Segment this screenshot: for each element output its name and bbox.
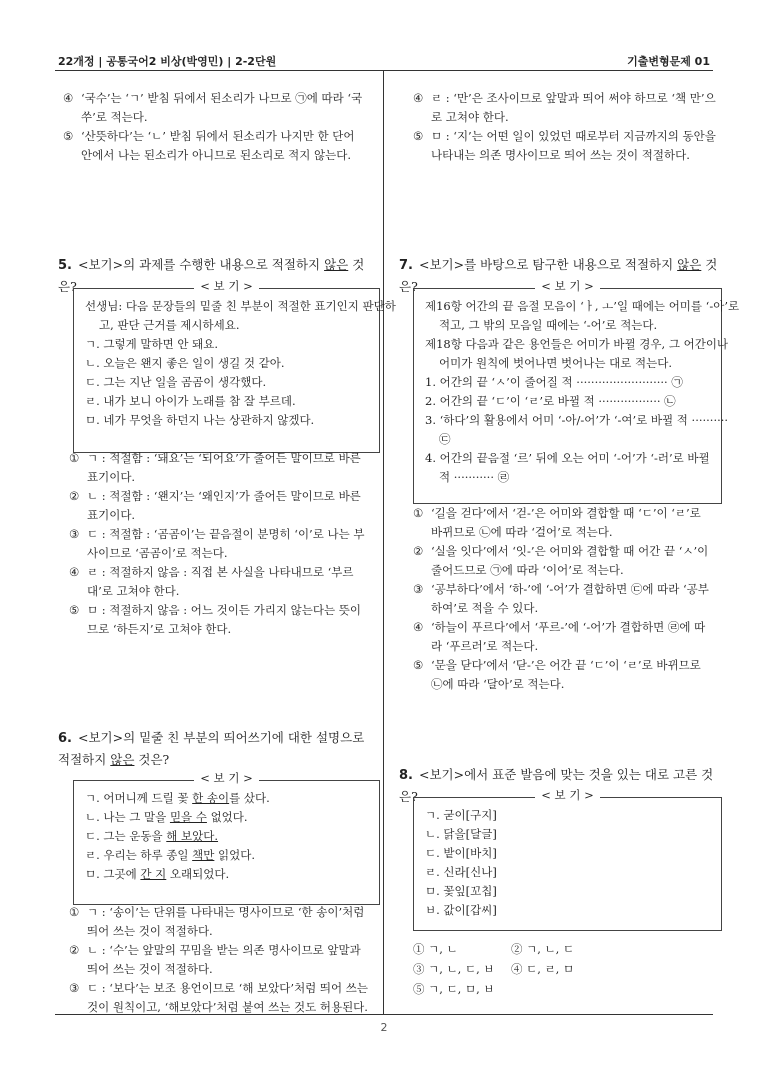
choice-2[interactable]: ② ‘실을 잇다’에서 ‘잇-’은 어미와 결합할 때 어간 끝 ‘ㅅ’이 줄어드므로 ㉠에 따라 ‘이어’로 적는다.	[413, 544, 709, 577]
choice-3[interactable]: ③ ㄷ : ‘보다’는 보조 용언이므로 ‘해 보았다’처럼 띄어 쓰는 것이 원칙이고, ‘해보았다’처럼 붙여 쓰는 것도 허용된다.	[69, 981, 369, 1014]
choice-3[interactable]: ③ ‘공부하다’에서 ‘하-’에 ‘-어’가 결합하면 ㉢에 따라 ‘공부하여’로 적을 수 있다.	[413, 582, 709, 615]
header-course-info: 22개정 | 공통국어2 비상(박영민) | 2-2단원	[58, 55, 277, 68]
example-line: 적 ··········· ㉣	[439, 470, 510, 484]
question-5-stem: 5. <보기>의 과제를 수행한 내용으로 적절하지 않은 것은?	[58, 257, 365, 294]
prev-question-choices-right	[413, 89, 718, 165]
example-line: ㄱ. 굳이[구지]	[425, 808, 497, 822]
example-box-title: < 보 기 >	[194, 771, 258, 785]
example-line: 선생님: 다음 문장들의 밑줄 친 부분이 적절한 표기인지 판단하	[85, 299, 396, 313]
example-line: ㄱ. 그렇게 말하면 안 돼요.	[85, 337, 219, 351]
choice-1[interactable]: ① ㄱ : ‘송이’는 단위를 나타내는 명사이므로 ‘한 송이’처럼 띄어 쓰는 것이 적절하다.	[69, 905, 365, 938]
choice-4[interactable]: ④ ㄹ : ‘만’은 조사이므로 앞말과 띄어 써야 하므로 ‘책 만’으로 고쳐야 한다.	[413, 91, 716, 124]
example-line: ㄹ. 내가 보니 아이가 노래를 참 잘 부르데.	[85, 394, 296, 408]
choice-2[interactable]: ② ㄴ : 적절함 : ‘왠지’는 ‘왜인지’가 줄어든 말이므로 바른 표기이다.	[69, 489, 361, 522]
question-6-stem: 6. <보기>의 밑줄 친 부분의 띄어쓰기에 대한 설명으로 적절하지 않은 것은?	[58, 730, 365, 767]
choice-1[interactable]: ① ㄱ : 적절함 : ‘돼요’는 ‘되어요’가 줄어든 말이므로 바른 표기이다.	[69, 451, 361, 484]
page-number: 2	[380, 1021, 388, 1034]
question-6-choices	[69, 903, 372, 1017]
example-line: 3. ‘하다’의 활용에서 어미 ‘-아/-어’가 ‘-여’로 바뀔 적 ··········	[425, 413, 729, 427]
example-line: 4. 어간의 끝음절 ‘르’ 뒤에 오는 어미 ‘-어’가 ‘-러’로 바뀔	[425, 451, 710, 465]
example-line: ㄴ. 나는 그 말을 믿을 수 없었다.	[85, 810, 248, 824]
prev-question-choices-left	[63, 89, 368, 165]
question-8-example-box	[413, 788, 722, 931]
example-line: 어미가 원칙에 벗어나면 벗어나는 대로 적는다.	[439, 356, 673, 370]
example-line: 적고, 그 밖의 모음일 때에는 ‘-어’로 적는다.	[439, 318, 658, 332]
example-box-title: < 보 기 >	[194, 279, 258, 293]
example-line: ㅂ. 값이[갑씨]	[425, 903, 497, 917]
example-line: 고, 판단 근거를 제시하세요.	[99, 318, 240, 332]
question-8-choices	[413, 940, 713, 1000]
example-line: 1. 어간의 끝 ‘ㅅ’이 줄어질 적 ························· ㉠	[425, 375, 683, 389]
question-7-example-box	[413, 279, 740, 504]
choice-5[interactable]: ⑤ ㅁ : ‘지’는 어떤 일이 있었던 때로부터 지금까지의 동안을 나타내는 의존 명사이므로 띄어 쓰는 것이 적절하다.	[413, 129, 716, 162]
example-line: ㄱ. 어머니께 드릴 꽃 한 송이를 샀다.	[85, 791, 270, 805]
question-7-choices	[413, 504, 715, 694]
example-line: ㄷ. 그는 지난 일을 곰곰이 생각했다.	[85, 375, 267, 389]
question-7-stem: 7. <보기>를 바탕으로 탐구한 내용으로 적절하지 않은 것은?	[399, 257, 718, 294]
question-6-example-box	[73, 771, 380, 905]
example-line: ㅁ. 꽃잎[꼬칩]	[425, 884, 497, 898]
example-line: ㄴ. 오늘은 왠지 좋은 일이 생길 것 같아.	[85, 356, 285, 370]
header-title: 기출변형문제 01	[627, 55, 710, 68]
choice-5[interactable]: ⑤ ‘산뜻하다’는 ‘ㄴ’ 받침 뒤에서 된소리가 나지만 한 단어 안에서 나는 된소리가 아니므로 된소리로 적지 않는다.	[63, 129, 355, 162]
choice-5[interactable]: ⑤ ㄱ, ㄷ, ㅁ, ㅂ	[413, 982, 495, 996]
choice-5[interactable]: ⑤ ‘문을 닫다’에서 ‘닫-’은 어간 끝 ‘ㄷ’이 ‘ㄹ’로 바뀌므로 ㉡에 따라 ‘달아’로 적는다.	[413, 658, 701, 691]
example-box-title: < 보 기 >	[535, 279, 599, 293]
choice-2[interactable]: ② ㄴ : ‘수’는 앞말의 꾸밈을 받는 의존 명사이므로 앞말과 띄어 쓰는 것이 적절하다.	[69, 943, 361, 976]
example-line: ㄹ. 신라[신나]	[425, 865, 497, 879]
choice-4[interactable]: ④ ㄹ : 적절하지 않음 : 직접 본 사실을 나타내므로 ‘부르대’로 고쳐야 한다.	[69, 565, 354, 598]
example-line: ㅁ. 네가 무엇을 하던지 나는 상관하지 않겠다.	[85, 413, 315, 427]
choice-4[interactable]: ④ ‘국수’는 ‘ㄱ’ 받침 뒤에서 된소리가 나므로 ㉠에 따라 ‘국쑤’로 적는다.	[63, 91, 363, 124]
choice-3[interactable]: ③ ㄱ, ㄴ, ㄷ, ㅂ	[413, 962, 495, 976]
example-line: ㅁ. 그곳에 간 지 오래되었다.	[85, 867, 230, 881]
choice-5[interactable]: ⑤ ㅁ : 적절하지 않음 : 어느 것이든 가리지 않는다는 뜻이므로 ‘하든지’로 고쳐야 한다.	[69, 603, 361, 636]
choice-1[interactable]: ① ㄱ, ㄴ	[413, 942, 458, 956]
choice-4[interactable]: ④ ㄷ, ㄹ, ㅁ	[511, 962, 575, 976]
column-divider	[383, 70, 384, 1014]
example-line: ㄹ. 우리는 하루 종일 책만 읽었다.	[85, 848, 256, 862]
question-8-stem: 8. <보기>에서 표준 발음에 맞는 것을 있는 대로 고른 것은?	[399, 767, 714, 804]
example-line: ㄴ. 닭을[달글]	[425, 827, 497, 841]
example-line: ㉢	[439, 432, 451, 446]
page-header	[55, 48, 713, 68]
choice-3[interactable]: ③ ㄷ : 적절함 : ‘곰곰이’는 끝음절이 분명히 ‘이’로 나는 부사이므로 ‘곰곰이’로 적는다.	[69, 527, 365, 560]
example-line: 2. 어간의 끝 ‘ㄷ’이 ‘ㄹ’로 바뀔 적 ················· ㉡	[425, 394, 676, 408]
choice-4[interactable]: ④ ‘하늘이 푸르다’에서 ‘푸르-’에 ‘-어’가 결합하면 ㉣에 따라 ‘푸르러’로 적는다.	[413, 620, 706, 653]
question-5-choices	[69, 449, 372, 639]
choice-2[interactable]: ② ㄱ, ㄴ, ㄷ	[511, 942, 575, 956]
example-line: 제16항 어간의 끝 음절 모음이 ‘ㅏ, ㅗ’일 때에는 어미를 ‘-아’로	[425, 299, 740, 313]
header-divider	[55, 70, 713, 71]
choice-1[interactable]: ① ‘길을 걷다’에서 ‘걷-’은 어미와 결합할 때 ‘ㄷ’이 ‘ㄹ’로 바뀌므로 ㉡에 따라 ‘걸어’로 적는다.	[413, 506, 701, 539]
example-line: ㄷ. 밭이[바치]	[425, 846, 497, 860]
example-line: 제18항 다음과 같은 용언들은 어미가 바뀔 경우, 그 어간이나	[425, 337, 729, 351]
example-box-title: < 보 기 >	[535, 788, 599, 802]
question-5-example-box	[73, 279, 396, 453]
example-line: ㄷ. 그는 운동을 해 보았다.	[85, 829, 219, 843]
